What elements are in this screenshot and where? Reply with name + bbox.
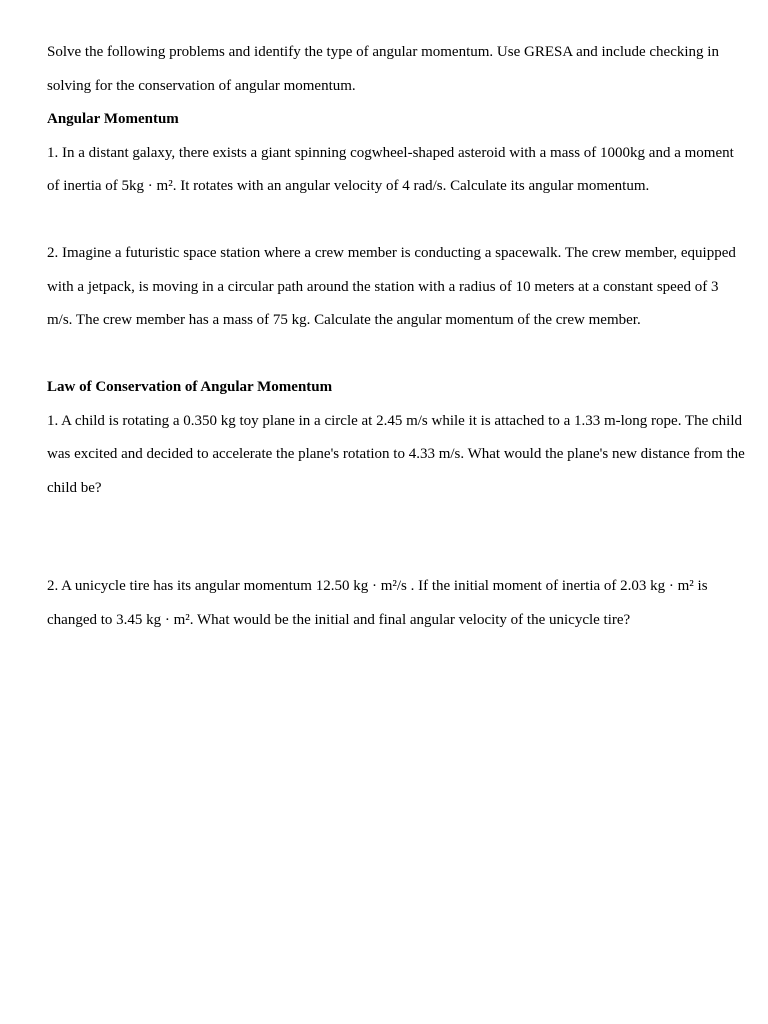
problem-conservation-1: 1. A child is rotating a 0.350 kg toy plane in a circle at 2.45 m/s while it is attached to a 1.33 m-long rope. The child was excited and decided to accelerate the plane's rotation to 4.33 m/s. What would the plane's new distance from the child be?	[47, 412, 745, 496]
problem-conservation-2: 2. A unicycle tire has its angular momentum 12.50 kg · m²/s . If the initial moment of inertia of 2.03 kg · m² is changed to 3.45 kg · m². What would be the initial and final angular velocity of the unicycle tire?	[47, 578, 708, 628]
instructions-paragraph: Solve the following problems and identify the type of angular momentum. Use GRESA and include checking in solving for the conservation of angular momentum.	[47, 44, 719, 94]
blank-line	[47, 204, 747, 238]
blank-space	[47, 505, 747, 570]
document-body	[47, 36, 747, 637]
section-heading-conservation: Law of Conservation of Angular Momentum	[47, 379, 333, 395]
problem-angular-momentum-2: 2. Imagine a futuristic space station where a crew member is conducting a spacewalk. The crew member, equipped with a jetpack, is moving in a circular path around the station with a radius of 10 meters at a constant speed of 3 m/s. The crew member has a mass of 75 kg. Calculate the angular momentum of the crew member.	[47, 245, 736, 328]
blank-line	[47, 338, 747, 372]
problem-angular-momentum-1: 1. In a distant galaxy, there exists a giant spinning cogwheel-shaped asteroid with a mass of 1000kg and a moment of inertia of 5kg · m². It rotates with an angular velocity of 4 rad/s. Calculate its angular momentum.	[47, 144, 734, 194]
section-heading-angular-momentum: Angular Momentum	[47, 111, 179, 127]
